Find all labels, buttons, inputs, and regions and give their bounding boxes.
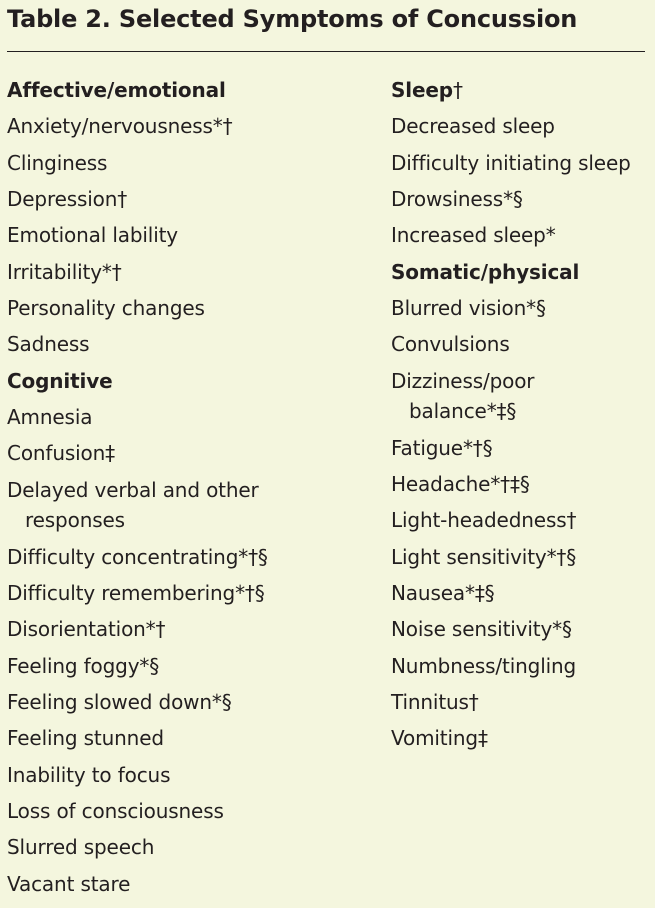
right-column: [391, 75, 653, 760]
symptom-item: Personality changes: [7, 296, 205, 321]
symptom-item: Difficulty remembering*†§: [7, 581, 265, 606]
table-title: Table 2. Selected Symptoms of Concussion: [7, 5, 578, 33]
symptom-item: Depression†: [7, 187, 128, 212]
symptom-item: Vacant stare: [7, 871, 131, 896]
section-heading-sleep-mark: †: [452, 78, 463, 102]
symptom-item: Blurred vision*§: [391, 296, 546, 321]
left-column: [7, 75, 377, 905]
symptom-item: Feeling slowed down*§: [7, 690, 232, 715]
symptom-item: Clinginess: [7, 150, 108, 175]
symptom-item: Difficulty initiating sleep: [391, 150, 631, 175]
section-heading-affective: Affective/emotional: [7, 78, 226, 102]
symptom-item: Slurred speech: [7, 835, 155, 860]
symptom-item: Loss of consciousness: [7, 799, 224, 824]
symptom-item: Increased sleep*: [391, 223, 556, 248]
symptom-item: Light sensitivity*†§: [391, 544, 577, 569]
symptom-item: Headache*†‡§: [391, 472, 530, 497]
title-divider: [7, 51, 645, 52]
symptom-item: Fatigue*†§: [391, 435, 493, 460]
symptom-item: Light-headedness†: [391, 508, 577, 533]
symptom-item: Delayed verbal and other responses: [7, 477, 259, 533]
section-heading-somatic: Somatic/physical: [391, 259, 580, 284]
symptom-item: Feeling stunned: [7, 726, 164, 751]
section-heading-sleep: [391, 75, 653, 106]
symptom-item: Nausea*‡§: [391, 581, 495, 606]
symptom-item: Disorientation*†: [7, 617, 166, 642]
section-heading-sleep-label: Sleep: [391, 78, 453, 102]
symptom-item: Emotional lability: [7, 223, 178, 248]
symptom-item: Decreased sleep: [391, 114, 555, 139]
symptom-item: Convulsions: [391, 332, 510, 357]
symptom-item: Inability to focus: [7, 762, 171, 787]
symptom-item: Amnesia: [7, 405, 93, 430]
symptom-item: Numbness/tingling: [391, 653, 577, 678]
symptom-item: Sadness: [7, 332, 90, 357]
symptom-item: Dizziness/poor balance*‡§: [391, 368, 535, 424]
section-heading-cognitive: Cognitive: [7, 368, 113, 393]
symptom-item: Feeling foggy*§: [7, 653, 160, 678]
symptom-item: Tinnitus†: [391, 690, 479, 715]
symptom-item: Difficulty concentrating*†§: [7, 544, 268, 569]
symptom-item: Noise sensitivity*§: [391, 617, 572, 642]
symptom-item: Vomiting‡: [391, 726, 488, 751]
symptom-item: Irritability*†: [7, 259, 122, 284]
symptom-item: Drowsiness*§: [391, 187, 523, 212]
symptom-item: Confusion‡: [7, 441, 115, 466]
symptom-item: Anxiety/nervousness*†: [7, 114, 233, 139]
